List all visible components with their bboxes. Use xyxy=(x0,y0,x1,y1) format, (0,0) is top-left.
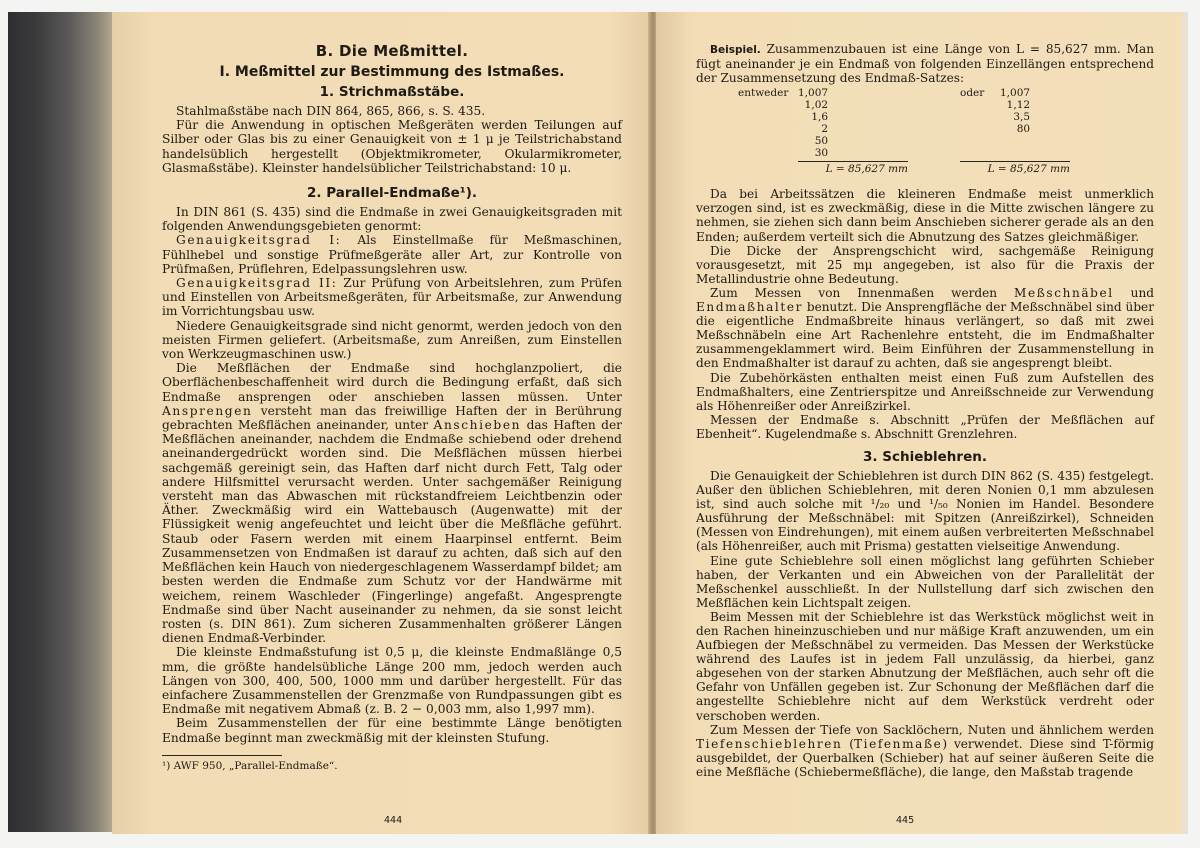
paragraph: Die Genauigkeit der Schieblehren ist durch DIN 862 (S. 435) festgelegt. Außer den üblichen Schieblehren, mit deren Nonien 0,1 mm abzulesen ist, sind auch solche mit ¹/₂₀ und ¹/₅₀ Nonien im Handel. Besondere Ausführung der Meßschnäbel: mit Spitzen (Anreißzirkel), Schneiden (Messen von Eindrehungen), mit einem außen verbreiterten Meßschnabel (als Höhenreißer, auch mit Prisma) gestatten vielseitige Anwendung. xyxy=(696,468,1154,554)
section-heading-strichmassstaebe: 1. Strichmaßstäbe. xyxy=(319,84,465,100)
subchapter-heading: I. Meßmittel zur Bestimmung des Istmaßes. xyxy=(219,64,565,80)
sum-value: 1,007 xyxy=(798,87,829,100)
footnote: ¹) AWF 950, „Parallel-Endmaße“. xyxy=(162,759,338,772)
sum-value: 80 xyxy=(1016,123,1031,136)
paragraph-text: ) verwendet. Diese sind T-förmig ausgebildet, der Querbalken (Schieber) hat auf seiner äußeren Seite die eine Meßfläche (Schiebermeßfläche), die lange, den Maßstab tragende xyxy=(696,736,1155,779)
book-binding-edge xyxy=(8,12,120,832)
left-page xyxy=(112,12,652,834)
section-heading-schieblehren: 3. Schieblehren. xyxy=(863,448,987,465)
paragraph: Da bei Arbeitssätzen die kleineren Endmaße meist unmerklich verzogen sind, ist es zweckmäßig, diese in die Mitte zwischen längere zu nehmen, sie ziehen sich dann beim Anschieben sicherer gerade als an den Enden; außerdem verteilt sich die Abnutzung des Satzes gleichmäßiger. xyxy=(696,187,1154,244)
sum-values xyxy=(1000,87,1030,135)
paragraph-text: das Haften der Meßflächen aneinander, nachdem die Endmaße schiebend oder drehend aneinandergedrückt worden sind. Die Meßflächen müssen hierbei sachgemäß gereinigt sein, das Haften darf nicht durch Fett, Talg oder andere Hilfsmittel verursacht werden. Unter sachgemäßer Reinigung versteht man das Abwaschen mit rückstandfreiem Leichtbenzin oder Äther. Zweckmäßig wird ein Wattebausch (Augenwatte) mit der Flüssigkeit wenig angefeuchtet und leicht über die Meßfläche geführt. Staub oder Fasern werden mit einem Haarpinsel entfernt. Beim Zusammensetzen von Endmaßen ist darauf zu achten, daß sich auf den Meßflächen kein Hauch von niedergeschlagenem Wasserdampf bildet; am besten werden die Endmaße zum Schutz vor der Handwärme mit weichem, reinem Waschleder (Fingerlinge) angefaßt. Angesprengte Endmaße sind über Nacht auseinander zu nehmen, da sie sonst leicht rosten (s. DIN 861). Zum sicheren Zusammenhalten größerer Längen dienen Endmaß-Verbinder. xyxy=(162,418,623,646)
scan-margin xyxy=(1182,12,1188,834)
paragraph-text: Zum Messen der Tiefe von Sacklöchern, Nuten und ähnlichem werden xyxy=(710,722,1154,737)
paragraph-text: und xyxy=(1113,285,1154,300)
paragraph-text: benutzt. Die Ansprengfläche der Meßschnäbel sind über die eigentliche Endmaßbreite hinaus verlängert, so daß mit zwei Meßschnäbeln eine Art Rachenlehre entsteht, die im Endmaßhalter zusammengeklammert wird. Beim Einführen der Zusammenstellung in den Endmaßhalter ist darauf zu achten, daß sie angesprengt bleibt. xyxy=(696,300,1154,371)
paragraph xyxy=(696,286,1154,371)
spaced-term: Meßschnäbel xyxy=(1014,285,1114,300)
spaced-term: Tiefenmaße xyxy=(853,736,943,751)
right-page xyxy=(656,12,1182,834)
chapter-heading: B. Die Meßmittel. xyxy=(315,42,469,60)
paragraph: Stahlmaßstäbe nach DIN 864, 865, 866, s. S. 435. xyxy=(176,104,486,118)
paragraph: Messen der Endmaße s. Abschnitt „Prüfen der Meßflächen auf Ebenheit“. Kugelendmaße s. Abschnitt Grenzlehren. xyxy=(696,412,1154,441)
paragraph-text: Die Meßflächen der Endmaße sind hochglanzpoliert, die Oberflächenbeschaffenheit wird durch die Bedingung erfaßt, daß sich Endmaße ansprengen oder anschieben lassen müssen. Unter xyxy=(162,361,622,404)
paragraph: Niedere Genauigkeitsgrade sind nicht genormt, werden jedoch von den meisten Firmen geliefert. (Arbeitsmaße, zum Anreißen, zum Einstellen von Werkzeugmaschinen usw.) xyxy=(162,318,622,362)
paragraph xyxy=(162,361,622,645)
sum-total: L = 85,627 mm xyxy=(798,161,908,175)
example-label: Beispiel. xyxy=(710,44,761,56)
sum-value: 1,6 xyxy=(811,111,829,124)
paragraph-text: Zum Messen von Innenmaßen werden xyxy=(710,285,1014,300)
paragraph: Beim Zusammenstellen der für eine bestimmte Länge benötigten Endmaße beginnt man zweckmäßig mit der kleinsten Stufung. xyxy=(162,716,622,745)
sum-values xyxy=(798,87,828,159)
paragraph: Die Zubehörkästen enthalten meist einen Fuß zum Aufstellen des Endmaßhalters, eine Zentrierspitze und Anreißschneide zur Verwendung als Höhenreißer oder Anreißzirkel. xyxy=(696,370,1154,413)
paragraph xyxy=(696,723,1154,779)
sum-value: 2 xyxy=(821,123,829,136)
paragraph xyxy=(162,276,622,319)
footnote-divider xyxy=(162,755,282,756)
paragraph: Beim Messen mit der Schieblehre ist das Werkstück möglichst weit in den Rachen hineinzuschieben und nur mäßige Kraft anzuwenden, um ein Aufbiegen der Meßschnäbel zu vermeiden. Das Messen der Werkstücke während des Laufes ist in jedem Fall unzulässig, da hierbei, ganz abgesehen von der starken Abnutzung der Meßflächen, auch sehr oft die Gefahr von Unfällen gegeben ist. Zur Schonung der Meßflächen darf die angestellte Schieblehre nicht auf dem Werkstück verdreht oder verschoben werden. xyxy=(696,609,1154,723)
paragraph xyxy=(162,233,622,276)
paragraph-text: versteht man das freiwillige Haften der in Berührung gebrachten Meßflächen aneinander, unter xyxy=(162,403,622,433)
spaced-term: Genauigkeitsgrad I: xyxy=(176,233,342,248)
paragraph-text: Als Einstellmaße für Meßmaschinen, Fühlhebel und sonstige Prüfmeßgeräte aller Art, zur Kontrolle von Prüfmaßen, Prüflehren, Edelpassungslehren usw. xyxy=(162,233,622,276)
sum-column-right xyxy=(960,87,1070,175)
spaced-term: Endmaßhalter xyxy=(696,300,803,315)
paragraph: Die kleinste Endmaßstufung ist 0,5 μ, die kleinste Endmaßlänge 0,5 mm, die größte handelsübliche Länge 200 mm, jedoch werden auch Längen von 300, 400, 500, 1000 mm und darüber hergestellt. Für das einfachere Zusammenstellen der Grenzmaße von Rundpassungen gibt es Endmaße mit negativem Abmaß (z. B. 2 − 0,003 mm, also 1,997 mm). xyxy=(162,645,622,717)
section-heading-parallel-endmasse: 2. Parallel-Endmaße¹). xyxy=(306,185,478,202)
spaced-term: Tiefenschieblehren xyxy=(696,736,843,751)
paragraph: Eine gute Schieblehre soll einen möglichst lang geführten Schieber haben, der Verkanten und ein Abweichen von der Parallelität der Meßschenkel ausschließt. In der Nullstellung darf sich zwischen den Meßflächen kein Lichtspalt zeigen. xyxy=(696,553,1154,610)
paragraph: Die Dicke der Ansprengschicht wird, sachgemäße Reinigung vorausgesetzt, mit 25 mμ angegeben, ist also für die Praxis der Metallindustrie ohne Bedeutung. xyxy=(696,243,1154,286)
sum-value: 30 xyxy=(814,147,829,160)
sum-value: 1,12 xyxy=(1006,99,1031,112)
page-number: 445 xyxy=(896,815,915,826)
sum-value: 3,5 xyxy=(1013,111,1031,124)
page-number: 444 xyxy=(384,815,403,826)
spaced-term: Anschieben xyxy=(433,418,522,433)
sum-value: 1,02 xyxy=(804,99,829,112)
sum-column-left xyxy=(738,87,908,175)
paragraph-text: ( xyxy=(842,736,854,751)
sum-value: 1,007 xyxy=(1000,87,1031,100)
sum-word: oder xyxy=(960,87,985,100)
example-text: Zusammenzubauen ist eine Länge von L = 85,627 mm. Man fügt aneinander je ein Endmaß von folgenden Einzellängen entsprechend der Zusammensetzung des Endmaß-Satzes: xyxy=(696,42,1154,86)
endmass-sum-table xyxy=(738,87,1154,175)
example-paragraph xyxy=(696,42,1154,85)
sum-word: entweder xyxy=(738,87,789,100)
sum-total: L = 85,627 mm xyxy=(960,161,1070,175)
paragraph-text: Zur Prüfung von Arbeitslehren, zum Prüfen und Einstellen von Arbeitsmeßgeräten, für Arbeitsmaße, zur Anwendung im Vorrichtungsbau usw. xyxy=(162,276,622,319)
spaced-term: Ansprengen xyxy=(162,403,253,418)
paragraph: Für die Anwendung in optischen Meßgeräten werden Teilungen auf Silber oder Glas bis zu einer Genauigkeit von ± 1 μ je Teilstrichabstand handelsüblich hergestellt (Objektmikrometer, Okularmikrometer, Glasmaßstäbe). Kleinster handelsüblicher Teilstrichabstand: 10 μ. xyxy=(162,118,622,175)
paragraph: In DIN 861 (S. 435) sind die Endmaße in zwei Genauigkeitsgraden mit folgenden Anwendungsgebieten genormt: xyxy=(162,205,622,234)
spaced-term: Genauigkeitsgrad II: xyxy=(176,276,338,291)
sum-value: 50 xyxy=(814,135,829,148)
